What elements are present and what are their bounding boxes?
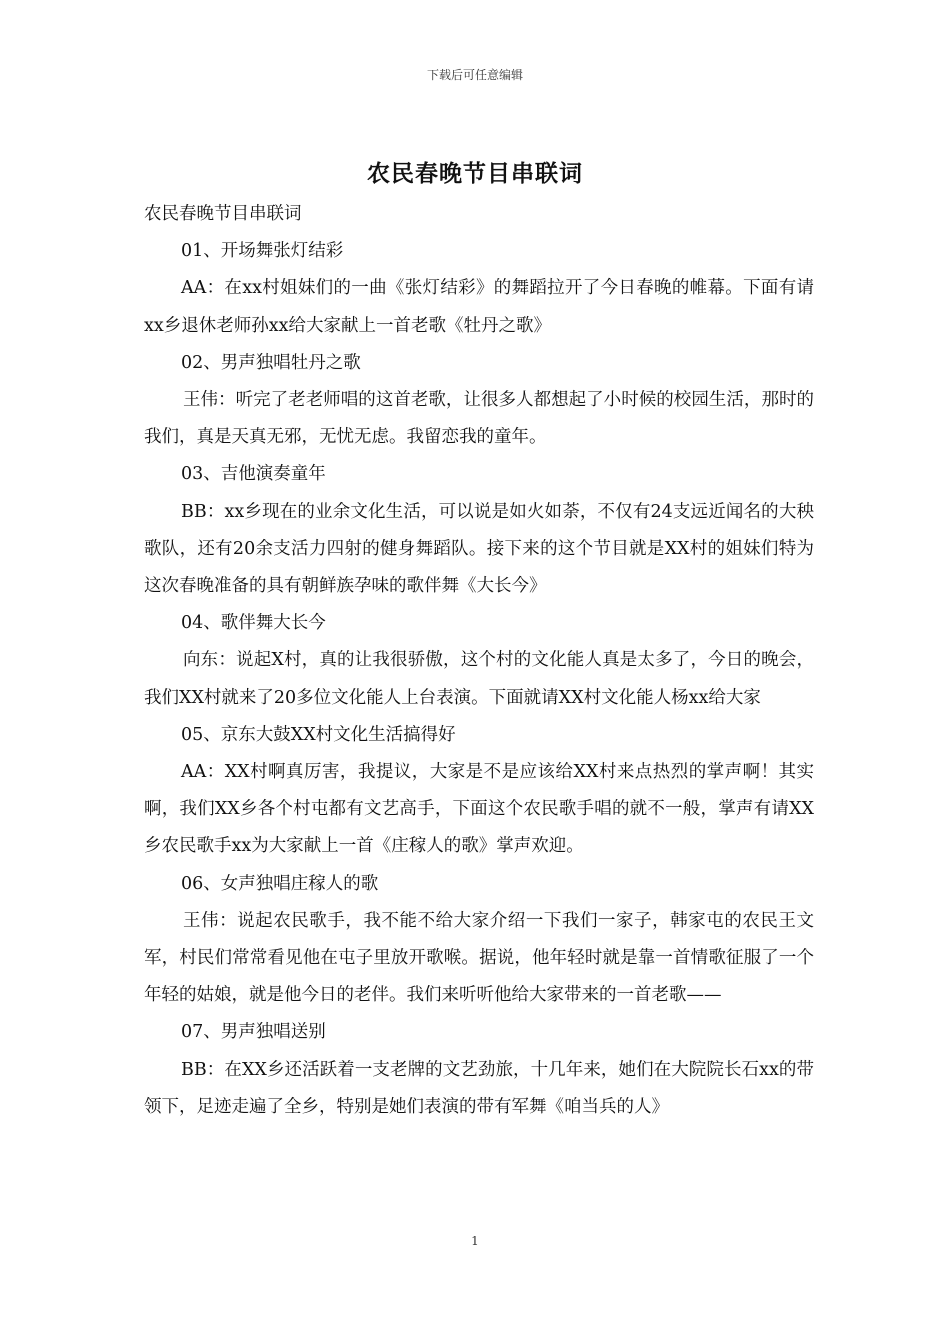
host-line-07: BB：在XX乡还活跃着一支老牌的文艺劲旅，十几年来，她们在大院院长石xx的带领下，足迹走遍了全乡，特别是她们表演的带有军舞《咱当兵的人》 bbox=[144, 1059, 814, 1117]
host-line-02: 王伟：听完了老老师唱的这首老歌，让很多人都想起了小时候的校园生活，那时的我们，真是天真无邪，无忧无虑。我留恋我的童年。 bbox=[144, 390, 814, 448]
host-line-04: 向东：说起X村，真的让我很骄傲，这个村的文化能人真是太多了，今日的晚会，我们XX村就来了20多位文化能人上台表演。下面就请XX村文化能人杨xx给大家 bbox=[144, 650, 814, 708]
document-body bbox=[144, 196, 814, 1126]
host-line-05: AA：XX村啊真厉害，我提议，大家是不是应该给XX村来点热烈的掌声啊！其实啊，我们XX乡各个村屯都有文艺高手，下面这个农民歌手唱的就不一般，掌声有请XX乡农民歌手xx为大家献上一首《庄稼人的歌》掌声欢迎。 bbox=[144, 762, 814, 857]
paragraph-subtitle: 农民春晚节目串联词 bbox=[144, 204, 302, 224]
host-line-01: AA：在xx村姐妹们的一曲《张灯结彩》的舞蹈拉开了今日春晚的帷幕。下面有请xx乡退休老师孙xx给大家献上一首老歌《牡丹之歌》 bbox=[144, 278, 814, 336]
page-number: 1 bbox=[471, 1234, 479, 1248]
program-heading-05: 05、京东大鼓XX村文化生活搞得好 bbox=[181, 724, 456, 745]
program-heading-07: 07、男声独唱送别 bbox=[181, 1022, 326, 1043]
host-line-06: 王伟：说起农民歌手，我不能不给大家介绍一下我们一家子，韩家屯的农民王文军，村民们常常看见他在屯子里放开歌喉。据说，他年轻时就是靠一首情歌征服了一个年轻的姑娘，就是他今日的老伴。我们来听听他给大家带来的一首老歌—— bbox=[144, 910, 814, 1006]
program-heading-06: 06、女声独唱庄稼人的歌 bbox=[181, 873, 379, 894]
program-heading-02: 02、男声独唱牡丹之歌 bbox=[181, 352, 361, 373]
program-heading-04: 04、歌伴舞大长今 bbox=[181, 613, 326, 634]
page-header: 下载后可任意编辑 bbox=[426, 68, 523, 82]
program-heading-03: 03、吉他演奏童年 bbox=[181, 464, 326, 485]
program-heading-01: 01、开场舞张灯结彩 bbox=[181, 241, 344, 262]
document-title: 农民春晚节目串联词 bbox=[367, 160, 583, 187]
host-line-03: BB：xx乡现在的业余文化生活，可以说是如火如荼，不仅有24支远近闻名的大秧歌队，还有20余支活力四射的健身舞蹈队。接下来的这个节目就是XX村的姐妹们特为这次春晚准备的具有朝鲜族孕味的歌伴舞《大长今》 bbox=[144, 501, 814, 597]
